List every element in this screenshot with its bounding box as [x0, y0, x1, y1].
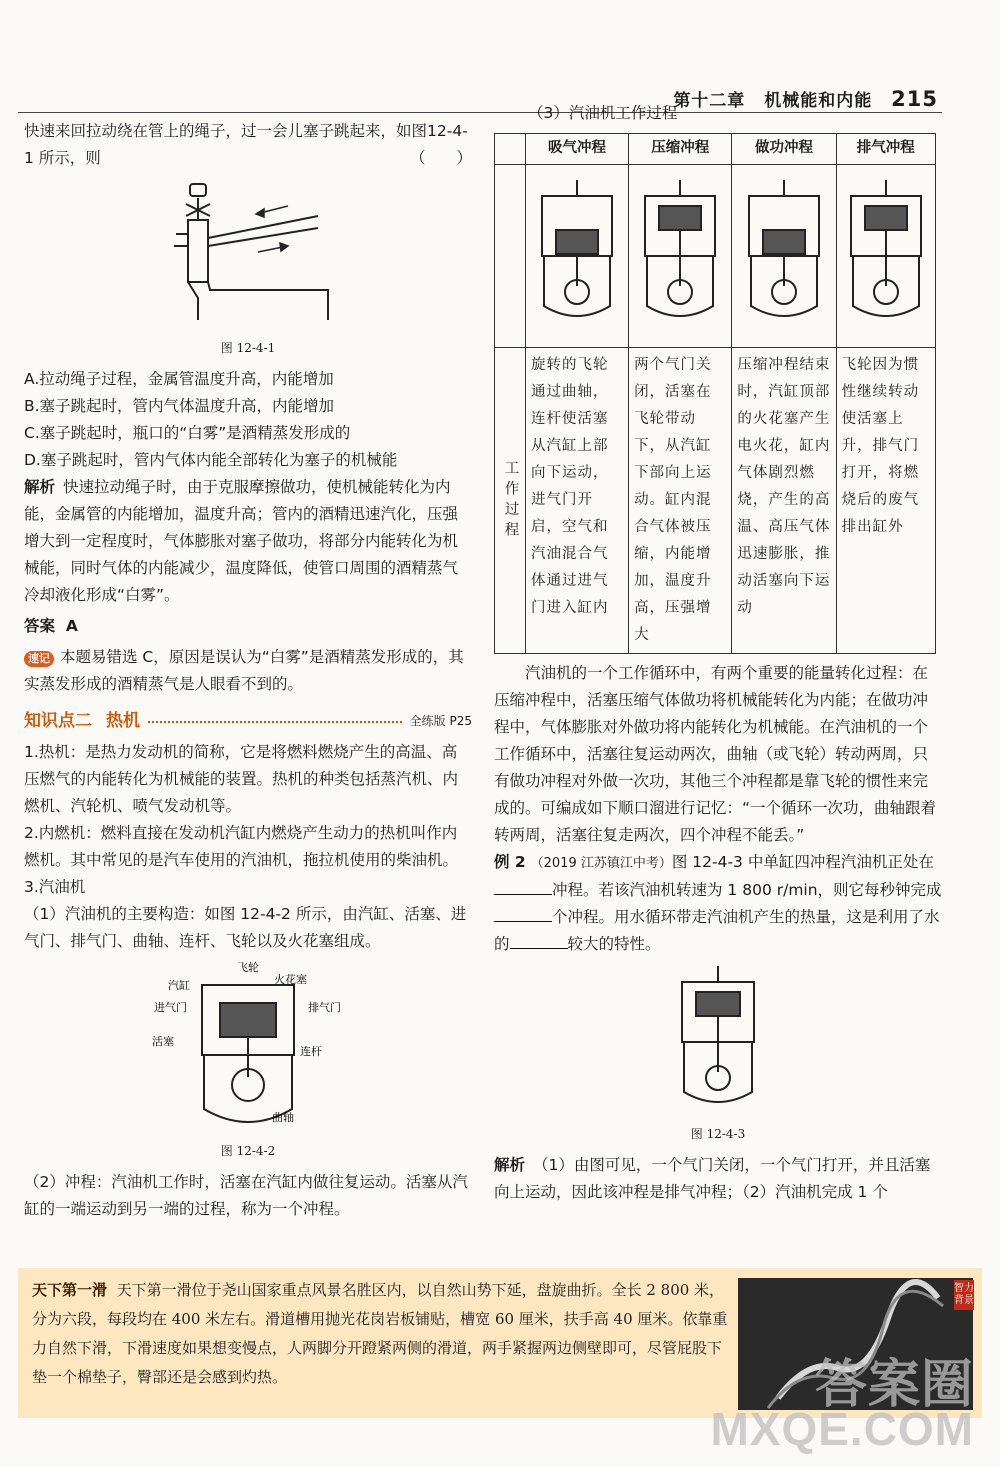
diagram-row-label [495, 165, 526, 348]
table-title: （3）汽油机工作过程 [528, 104, 678, 122]
analysis-label: 解析 [24, 478, 56, 496]
figure-caption: 图 12-4-2 [220, 1144, 276, 1158]
table-corner [495, 134, 526, 165]
watermark-logo: 答案圈 [814, 1356, 974, 1414]
right-column [494, 100, 942, 1206]
label-crankshaft: 曲轴 [272, 1111, 294, 1124]
stroke-definition: （2）冲程：汽油机工作时，活塞在汽缸内做往复运动。活塞从汽缸的一端运动到另一端的过程，称为一个冲程。 [24, 1173, 468, 1218]
heat-engine-definition: 1.热机：是热力发动机的简称，它是将燃料燃烧产生的高温、高压燃气的内能转化为机械能的装置。热机的种类包括蒸汽机、内燃机、汽轮机、喷气发动机等。 [24, 743, 459, 815]
tip-paragraph: 速记 本题易错选 C，原因是误认为“白雾”是酒精蒸发形成的，其实蒸发形成的酒精蒸气是人眼看不到的。 [24, 648, 464, 693]
watermark [710, 1356, 974, 1455]
section-number: 知识点二 [24, 711, 92, 731]
example-source: （2019 江苏镇江中考） [530, 856, 672, 871]
example-2: 例 2 （2019 江苏镇江中考）图 12-4-3 中单缸四冲程汽油机正处在冲程。若该汽油机转速为 1 800 r/min，则它每秒钟完成个冲程。用水循环带走汽油机产生的热量，这是利用了水的 较大的特性。 [494, 853, 942, 953]
chapter-title: 机械能和内能 [764, 91, 873, 111]
exhaust-stroke-diagram [836, 165, 935, 348]
page-number: 215 [891, 87, 938, 111]
figure-caption: 图 12-4-1 [220, 341, 276, 355]
tube-rope-diagram [128, 176, 368, 326]
tip-badge: 速记 [24, 651, 54, 667]
option-d: D.塞子跳起时，管内气体内能全部转化为塞子的机械能 [24, 451, 398, 469]
header-exhaust-stroke: 排气冲程 [836, 134, 935, 165]
exhaust-stroke-example-diagram [668, 962, 768, 1112]
answer-blank-3[interactable] [510, 948, 568, 949]
work-process-label: 工作过程 [495, 348, 526, 654]
example-label: 例 2 [494, 853, 526, 871]
header-intake-stroke: 吸气冲程 [526, 134, 629, 165]
power-stroke-description: 压缩冲程结束时，汽缸顶部的火花塞产生电火花，缸内气体剧烈燃烧，产生的高温、高压气体迅速膨胀，推动活塞向下运动 [732, 348, 836, 654]
figure-12-4-2 [24, 959, 472, 1165]
gasoline-engine-heading: 3.汽油机 [24, 878, 86, 896]
answer-paren: （ ） [409, 149, 472, 167]
option-c: C.塞子跳起时，瓶口的“白雾”是酒精蒸发形成的 [24, 424, 351, 442]
section-name: 热机 [106, 711, 140, 731]
intake-stroke-diagram [526, 165, 629, 348]
analysis-paragraph: 解析 快速拉动绳子时，由于克服摩擦做功，使机械能转化为内能，金属管的内能增加，温度升高；管内的酒精迅速汽化，压强增大到一定程度时，气体膨胀对塞子做功，将部分内能转化为机械能，同时气体的内能减少，温度降低，使管口周围的酒精蒸气冷却液化形成“白雾”。 [24, 478, 459, 604]
answer-label: 答案 [24, 617, 56, 635]
answer-line [24, 613, 472, 640]
left-column [24, 118, 472, 1223]
combustion-engine-definition: 2.内燃机：燃料直接在发动机汽缸内燃烧产生动力的热机叫作内燃机。其中常见的是汽车使用的汽油机，拖拉机使用的柴油机。 [24, 824, 459, 869]
engine-structure-diagram [148, 959, 348, 1129]
power-stroke-diagram [732, 165, 836, 348]
label-piston: 活塞 [152, 1035, 174, 1048]
section-reference: 全练版 P25 [409, 714, 472, 728]
energy-summary: 汽油机的一个工作循环中，有两个重要的能量转化过程：在压缩冲程中，活塞压缩气体做功将机械能转化为内能；在做功冲程中，气体膨胀对外做功将内能转化为机械能。在汽油机的一个工作循环中，活塞往复运动两次，曲轴（或飞轮）转动两周，只有做功冲程对外做一次功，其他三个冲程都是靠飞轮的惯性来完成的。可编成如下顺口溜进行记忆：“一个循环一次功，曲轴跟着转两周，活塞往复走两次，四个冲程不能丢。” [494, 664, 937, 844]
trivia-text: 天下第一滑 天下第一滑位于尧山国家重点风景名胜区内，以自然山势下延，盘旋曲折。全长 2 800 米，分为六段，每段均在 400 米左右。滑道槽用抛光花岗岩板铺贴，槽宽 60 厘米，扶手高 40 厘米。依靠重力自然下滑，下滑速度如果想变慢点，人两脚分开蹬紧两侧的滑道，两手紧握两边侧壁即可，尽管屁股下垫一个棉垫子，臀部还是会感到灼热。 [32, 1281, 728, 1386]
label-spark-plug: 火花塞 [274, 973, 307, 986]
answer-blank-1[interactable] [494, 894, 552, 895]
analysis-label: 解析 [494, 1156, 526, 1174]
compression-stroke-diagram [629, 165, 732, 348]
label-exhaust-valve: 排气门 [308, 1001, 341, 1014]
trivia-tag: 智力背景 [954, 1280, 974, 1310]
section-heading [24, 708, 472, 735]
trivia-title: 天下第一滑 [32, 1281, 108, 1299]
figure-12-4-3 [494, 962, 942, 1148]
answer-blank-2[interactable] [494, 921, 552, 922]
question-text: 快速来回拉动绕在管上的绳子，过一会儿塞子跳起来，如图12-4-1 所示，则 （ ） [24, 118, 472, 172]
exhaust-stroke-description: 飞轮因为惯性继续转动使活塞上升，排气门打开，将燃烧后的废气排出缸外 [836, 348, 935, 654]
example-analysis: 解析 （1）由图可见，一个气门关闭，一个气门打开，并且活塞向上运动，因此该冲程是排气冲程；（2）汽油机完成 1 个 [494, 1156, 931, 1201]
label-connecting-rod: 连杆 [300, 1045, 322, 1058]
header-power-stroke: 做功冲程 [732, 134, 836, 165]
chapter-label: 第十二章 [673, 91, 746, 111]
intake-stroke-description: 旋转的飞轮通过曲轴，连杆使活塞从汽缸上部向下运动，进气门开启，空气和汽油混合气体通过进气门进入缸内 [526, 348, 629, 654]
engine-process-table [494, 133, 936, 654]
option-a: A.拉动绳子过程，金属管温度升高，内能增加 [24, 370, 334, 388]
figure-12-4-1 [24, 176, 472, 362]
header-compression-stroke: 压缩冲程 [629, 134, 732, 165]
option-b: B.塞子跳起时，管内气体温度升高，内能增加 [24, 397, 335, 415]
answer-value: A [65, 617, 78, 635]
label-cylinder: 汽缸 [168, 979, 190, 992]
label-flywheel: 飞轮 [237, 961, 259, 974]
compression-stroke-description: 两个气门关闭，活塞在飞轮带动下，从汽缸下部向上运动。缸内混合气体被压缩，内能增加，温度升高，压强增大 [629, 348, 732, 654]
label-intake-valve: 进气门 [154, 1001, 187, 1014]
figure-caption: 图 12-4-3 [690, 1127, 746, 1141]
section-dots [148, 721, 402, 723]
gasoline-engine-structure: （1）汽油机的主要构造：如图 12-4-2 所示，由汽缸、活塞、进气门、排气门、曲轴、连杆、飞轮以及火花塞组成。 [24, 905, 467, 950]
watermark-url: MXQE.COM [710, 1403, 974, 1455]
